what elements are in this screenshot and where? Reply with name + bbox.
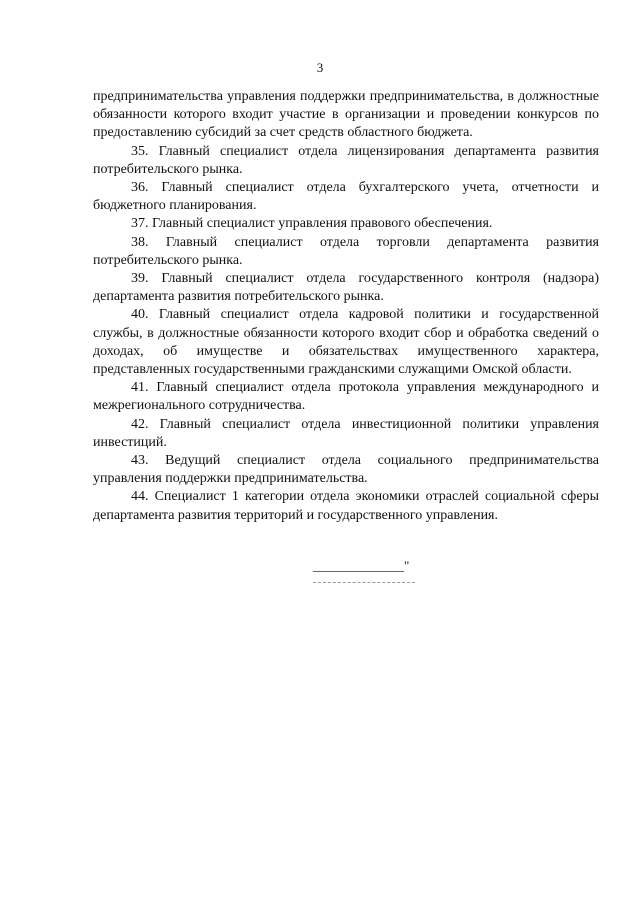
list-item-35: 35. Главный специалист отдела лицензирования департамента развития потребительского рынка. [93, 143, 599, 177]
end-mark-dashed-rule [313, 582, 415, 583]
document-end-mark [313, 558, 423, 583]
list-item-40: 40. Главный специалист отдела кадровой политики и государственной службы, в должностные обязанности которого входит сбор и обработка сведений о доходах, об имуществе и обязательствах имущественного характера, представленных государственными гражданскими служащими Омской области. [93, 307, 599, 378]
list-item-36: 36. Главный специалист отдела бухгалтерского учета, отчетности и бюджетного планирования. [93, 180, 599, 214]
list-item-39: 39. Главный специалист отдела государственного контроля (надзора) департамента развития потребительского рынка. [93, 271, 599, 305]
list-item-41: 41. Главный специалист отдела протокола управления международного и межрегионального сотрудничества. [93, 380, 599, 414]
end-mark-line: ______________" [313, 558, 410, 573]
paragraph-continuation: предпринимательства управления поддержки предпринимательства, в должностные обязанности которого входит участие в организации и проведении конкурсов по предоставлению субсидий за счет средств областного бюджета. [93, 89, 599, 141]
document-body [93, 88, 599, 525]
list-item-44: 44. Специалист 1 категории отдела экономики отраслей социальной сферы департамента развития территорий и государственного управления. [93, 489, 599, 523]
list-item-38: 38. Главный специалист отдела торговли департамента развития потребительского рынка. [93, 234, 599, 268]
list-item-43: 43. Ведущий специалист отдела социального предпринимательства управления поддержки предпринимательства. [93, 453, 599, 487]
page-number: 3 [316, 60, 324, 75]
list-item-37: 37. Главный специалист управления правового обеспечения. [131, 216, 493, 232]
list-item-42: 42. Главный специалист отдела инвестиционной политики управления инвестиций. [93, 416, 599, 450]
